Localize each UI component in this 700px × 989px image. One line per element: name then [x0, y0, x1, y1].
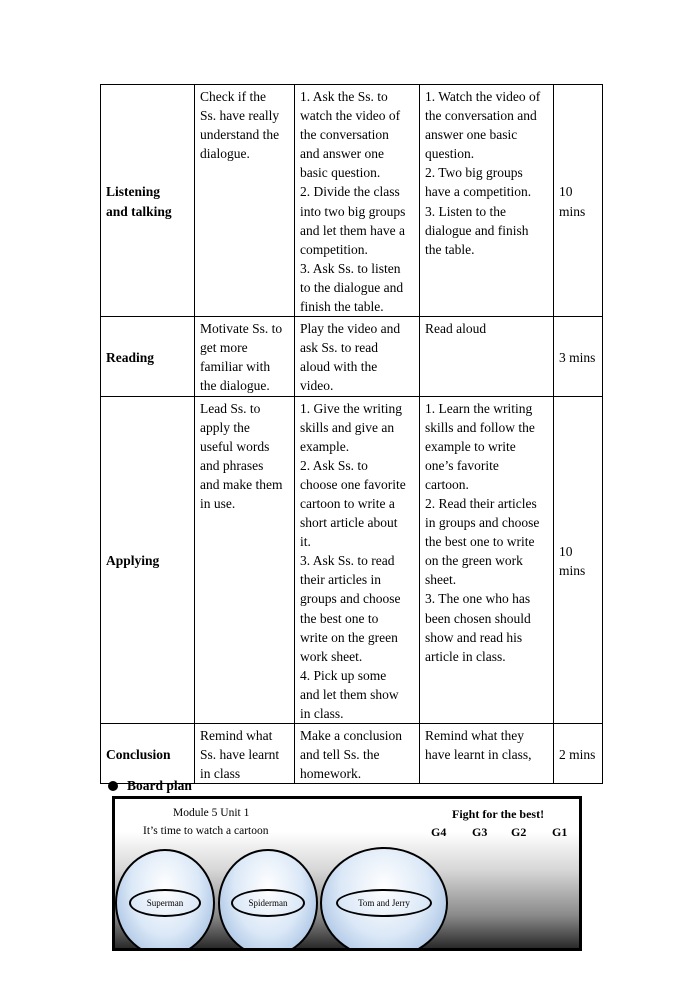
cell-line: groups and choose: [300, 591, 401, 607]
board-plan: [112, 796, 582, 951]
student-activity-cell: [420, 724, 554, 784]
cell-line: the table.: [425, 241, 475, 257]
group-label: G3: [472, 825, 488, 839]
cell-line: have a competition.: [425, 184, 532, 200]
cell-line: it.: [300, 534, 311, 550]
cell-line: one’s favorite: [425, 457, 499, 473]
cell-line: question.: [425, 146, 475, 162]
time-cell: [554, 396, 603, 724]
bullet-icon: [108, 781, 118, 791]
cell-line: understand the: [200, 127, 280, 143]
cell-line: 2. Read their articles: [425, 495, 537, 511]
teacher-activity-cell: [295, 396, 420, 724]
cell-line: Check if the: [200, 89, 266, 104]
cartoon-label: Tom and Jerry: [336, 889, 432, 917]
cell-line: article in class.: [425, 648, 506, 664]
aim-cell: [195, 85, 295, 317]
cell-line: 10: [559, 543, 573, 559]
student-activity-cell: [420, 317, 554, 396]
cell-line: Play the video and: [300, 321, 401, 337]
cell-line: 3 mins: [559, 349, 596, 365]
cell-line: 3. The one who has: [425, 591, 531, 607]
cell-line: and tell Ss. the: [300, 747, 380, 763]
board-subtitle: It’s time to watch a cartoon: [143, 825, 269, 837]
stage-cell: [101, 85, 195, 317]
cell-line: in use.: [200, 495, 236, 511]
cell-line: and let them show: [300, 686, 399, 702]
cell-line: on the green work: [425, 553, 523, 569]
cell-line: the best one to write: [425, 534, 535, 550]
cell-line: sheet.: [425, 572, 457, 588]
cell-line: and talking: [106, 203, 172, 219]
cell-line: 1. Ask the Ss. to: [300, 89, 388, 104]
cell-line: 3. Ask Ss. to read: [300, 553, 395, 569]
cell-line: 2. Two big groups: [425, 165, 523, 181]
cell-line: been chosen should: [425, 610, 531, 626]
group-label: G4: [431, 825, 447, 839]
cell-line: the conversation: [300, 127, 389, 143]
stage-cell: [101, 724, 195, 784]
group-label: G2: [511, 825, 527, 839]
cell-line: competition.: [300, 241, 368, 257]
stage-cell: [101, 317, 195, 396]
cell-line: get more: [200, 340, 248, 356]
cell-line: 2. Ask Ss. to: [300, 457, 368, 473]
cell-line: their articles in: [300, 572, 381, 588]
cell-line: 3. Listen to the: [425, 203, 506, 219]
cell-line: Ss. have really: [200, 108, 280, 124]
aim-cell: [195, 317, 295, 396]
table-row: [101, 317, 603, 396]
board-module: Module 5 Unit 1: [173, 807, 250, 819]
cell-line: 1. Learn the writing: [425, 400, 533, 416]
board-slogan: Fight for the best!: [452, 807, 545, 821]
cell-line: dialogue.: [200, 146, 250, 162]
cell-line: 3. Ask Ss. to listen: [300, 260, 401, 276]
cell-line: choose one favorite: [300, 476, 406, 492]
cell-line: example.: [300, 438, 350, 454]
table-body: [101, 85, 603, 784]
cell-line: 1. Watch the video of: [425, 89, 541, 104]
teacher-activity-cell: [295, 317, 420, 396]
time-cell: [554, 317, 603, 396]
cell-line: 2 mins: [559, 747, 596, 763]
cell-line: cartoon.: [425, 476, 469, 492]
cell-line: the best one to: [300, 610, 379, 626]
cell-line: apply the: [200, 419, 250, 435]
cell-line: 10: [559, 184, 573, 200]
cell-line: video.: [300, 378, 334, 394]
aim-cell: [195, 724, 295, 784]
cell-line: Lead Ss. to: [200, 400, 261, 416]
cell-line: in class: [200, 766, 241, 782]
student-activity-cell: [420, 396, 554, 724]
cell-line: short article about: [300, 515, 398, 531]
cell-line: Listening: [106, 184, 161, 200]
cell-line: skills and follow the: [425, 419, 535, 435]
cell-line: dialogue and finish: [425, 222, 529, 238]
cartoon-circle: [320, 847, 448, 951]
cell-line: Remind what: [200, 728, 273, 744]
lesson-procedure-table: [100, 84, 603, 784]
cartoon-circle: [115, 849, 215, 951]
teacher-activity-cell: [295, 724, 420, 784]
cell-line: Read aloud: [425, 321, 487, 337]
cell-line: Remind what they: [425, 728, 524, 744]
cell-line: mins: [559, 203, 586, 219]
cell-line: in class.: [300, 706, 344, 721]
stage-cell: [101, 396, 195, 724]
cell-line: Ss. have learnt: [200, 747, 280, 763]
time-cell: [554, 724, 603, 784]
aim-cell: [195, 396, 295, 724]
cell-line: skills and give an: [300, 419, 395, 435]
cell-line: into two big groups: [300, 203, 406, 219]
cell-line: and answer one: [300, 146, 384, 162]
table-row: [101, 724, 603, 784]
time-cell: [554, 85, 603, 317]
cell-line: answer one basic: [425, 127, 518, 143]
cell-line: Make a conclusion: [300, 728, 402, 744]
cartoon-label: Superman: [129, 889, 201, 917]
cell-line: ask Ss. to read: [300, 340, 378, 356]
group-label: G1: [552, 825, 568, 839]
cell-line: cartoon to write a: [300, 495, 395, 511]
cell-line: have learnt in class,: [425, 747, 532, 763]
cell-line: show and read his: [425, 629, 523, 645]
cell-line: aloud with the: [300, 359, 378, 375]
board-plan-title: Board plan: [127, 778, 192, 793]
cell-line: the conversation and: [425, 108, 537, 124]
cell-line: Motivate Ss. to: [200, 321, 283, 337]
cell-line: to the dialogue and: [300, 279, 404, 295]
cell-line: homework.: [300, 766, 362, 782]
cell-line: example to write: [425, 438, 516, 454]
cell-line: 2. Divide the class: [300, 184, 400, 200]
cell-line: useful words: [200, 438, 270, 454]
cell-line: work sheet.: [300, 648, 363, 664]
teacher-activity-cell: [295, 85, 420, 317]
cell-line: the dialogue.: [200, 378, 270, 394]
cell-line: write on the green: [300, 629, 398, 645]
cell-line: 4. Pick up some: [300, 667, 387, 683]
cell-line: Applying: [106, 553, 160, 569]
cell-line: mins: [559, 562, 586, 578]
cell-line: 1. Give the writing: [300, 400, 402, 416]
cell-line: Reading: [106, 349, 155, 365]
cell-line: and make them: [200, 476, 283, 492]
cell-line: in groups and choose: [425, 515, 540, 531]
student-activity-cell: [420, 85, 554, 317]
cell-line: basic question.: [300, 165, 381, 181]
cell-line: familiar with: [200, 359, 271, 375]
cell-line: watch the video of: [300, 108, 401, 124]
cartoon-circle: [218, 849, 318, 951]
table-row: [101, 396, 603, 724]
cell-line: Conclusion: [106, 747, 171, 763]
table-row: [101, 85, 603, 317]
cell-line: and let them have a: [300, 222, 405, 238]
board-plan-heading: [108, 777, 192, 795]
cartoon-label: Spiderman: [231, 889, 305, 917]
cell-line: finish the table.: [300, 299, 384, 315]
cell-line: and phrases: [200, 457, 264, 473]
